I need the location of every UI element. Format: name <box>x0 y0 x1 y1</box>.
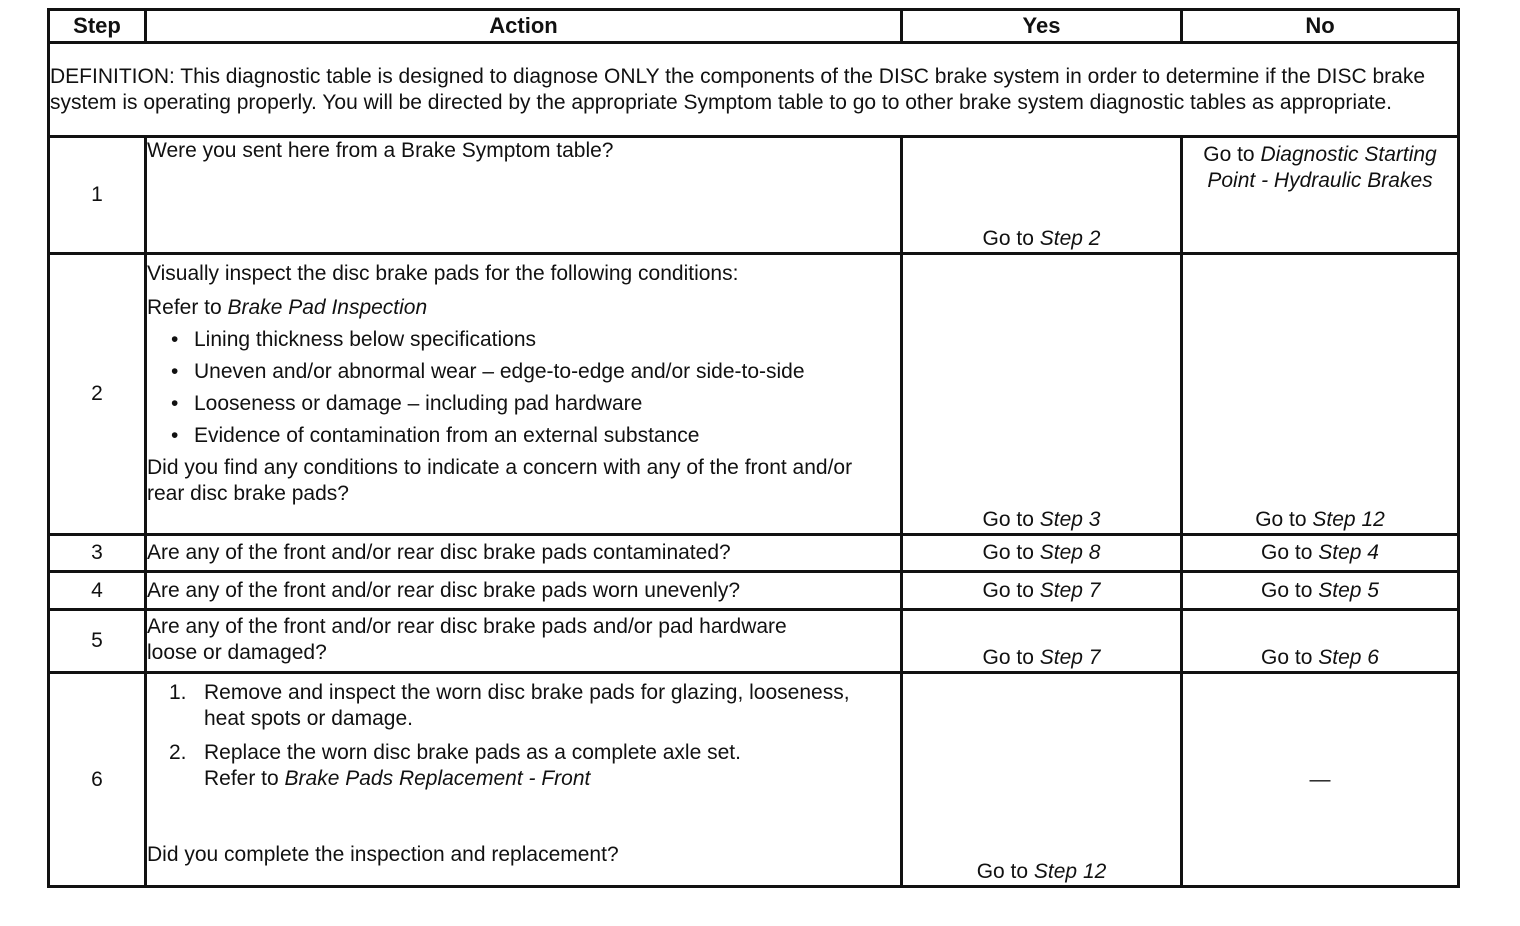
yes-target-link[interactable]: Step 3 <box>1039 508 1101 531</box>
table-row <box>49 137 1459 254</box>
header-row <box>49 10 1459 43</box>
step-number: 4 <box>49 572 146 610</box>
table-row <box>49 535 1459 572</box>
no-cell <box>1182 610 1459 673</box>
yes-cell <box>902 673 1182 887</box>
goto-prefix: Go to <box>1261 541 1313 564</box>
action-question: Did you find any conditions to indicate a concern with any of the front and/or rear disc brake pads? <box>147 456 853 505</box>
no-target-link[interactable]: Step 6 <box>1318 646 1379 669</box>
list-item: • Lining thickness below specifications <box>169 327 900 353</box>
refer-prefix: Refer to <box>147 296 222 319</box>
table-row <box>49 673 1459 887</box>
yes-target-link[interactable]: Step 7 <box>1039 646 1101 669</box>
list-item: • Evidence of contamination from an external substance <box>169 423 900 449</box>
yes-cell <box>902 137 1182 254</box>
no-target-link[interactable]: Diagnostic Starting Point - Hydraulic Brakes <box>1207 143 1437 192</box>
item-text: Remove and inspect the worn disc brake pads for glazing, looseness, heat spots or damage. <box>204 681 850 730</box>
header-yes: Yes <box>902 10 1182 43</box>
yes-target-link[interactable]: Step 7 <box>1039 578 1101 602</box>
action-question: Are any of the front and/or rear disc brake pads contaminated? <box>147 541 731 564</box>
goto-prefix: Go to <box>1261 578 1313 602</box>
action-intro: Visually inspect the disc brake pads for the following conditions: <box>147 262 739 285</box>
refer-line <box>147 295 900 321</box>
action-cell <box>146 673 902 887</box>
no-cell <box>1182 254 1459 535</box>
goto-prefix: Go to <box>1261 646 1313 669</box>
no-cell <box>1182 572 1459 610</box>
no-target-link[interactable]: Step 4 <box>1318 541 1379 564</box>
step-number: 6 <box>49 673 146 887</box>
step-number: 3 <box>49 535 146 572</box>
no-cell <box>1182 535 1459 572</box>
item-text: Replace the worn disc brake pads as a complete axle set. <box>204 741 741 764</box>
diagnostic-table <box>47 8 1460 888</box>
action-question: Are any of the front and/or rear disc brake pads worn unevenly? <box>147 578 741 602</box>
list-item: • Looseness or damage – including pad hardware <box>169 391 900 417</box>
action-cell <box>146 137 902 254</box>
goto-prefix: Go to <box>982 227 1034 250</box>
goto-prefix: Go to <box>976 860 1029 883</box>
yes-cell <box>902 610 1182 673</box>
goto-prefix: Go to <box>982 541 1034 564</box>
yes-cell <box>902 254 1182 535</box>
yes-cell <box>902 535 1182 572</box>
yes-target-link[interactable]: Step 2 <box>1039 227 1101 250</box>
header-step: Step <box>49 10 146 43</box>
yes-target-link[interactable]: Step 8 <box>1039 541 1101 564</box>
header-no: No <box>1182 10 1459 43</box>
refer-link[interactable]: Brake Pad Inspection <box>227 296 428 319</box>
table-row <box>49 610 1459 673</box>
goto-prefix: Go to <box>1255 508 1307 531</box>
action-cell <box>146 254 902 535</box>
goto-prefix: Go to <box>982 508 1034 531</box>
yes-target-link[interactable]: Step 12 <box>1033 860 1107 883</box>
item-number: 1. <box>169 681 187 704</box>
action-question: Are any of the front and/or rear disc brake pads and/or pad hardware loose or damaged? <box>147 615 787 664</box>
procedure-list <box>147 680 850 792</box>
step-number: 5 <box>49 610 146 673</box>
table-row <box>49 254 1459 535</box>
list-item <box>169 740 850 792</box>
list-item <box>169 680 850 732</box>
action-question: Were you sent here from a Brake Symptom table? <box>147 139 614 162</box>
condition-list <box>147 327 900 449</box>
action-question: Did you complete the inspection and replacement? <box>147 843 619 866</box>
step-number: 1 <box>49 137 146 254</box>
goto-prefix: Go to <box>982 646 1034 669</box>
step-number: 2 <box>49 254 146 535</box>
no-target-link[interactable]: Step 12 <box>1312 508 1385 531</box>
list-item: • Uneven and/or abnormal wear – edge-to-edge and/or side-to-side <box>169 359 900 385</box>
no-cell <box>1182 673 1459 887</box>
table-row <box>49 572 1459 610</box>
no-target-link[interactable]: Step 5 <box>1318 578 1379 602</box>
yes-cell <box>902 572 1182 610</box>
action-cell <box>146 610 902 673</box>
no-cell <box>1182 137 1459 254</box>
refer-prefix: Refer to <box>204 767 279 790</box>
action-cell <box>146 535 902 572</box>
no-dash: — <box>1309 767 1331 791</box>
header-action: Action <box>146 10 902 43</box>
goto-prefix: Go to <box>982 578 1034 602</box>
goto-prefix: Go to <box>1203 143 1255 166</box>
definition-row <box>49 43 1459 137</box>
action-cell <box>146 572 902 610</box>
item-number: 2. <box>169 741 187 764</box>
definition-text: DEFINITION: This diagnostic table is designed to diagnose ONLY the components of the DISC brake system in order to determine if the DISC brake system is operating properly. You will be directed by the appropriate Symptom table to go to other brake system diagnostic tables as appropriate. <box>49 43 1459 137</box>
refer-link[interactable]: Brake Pads Replacement - Front <box>284 767 591 790</box>
